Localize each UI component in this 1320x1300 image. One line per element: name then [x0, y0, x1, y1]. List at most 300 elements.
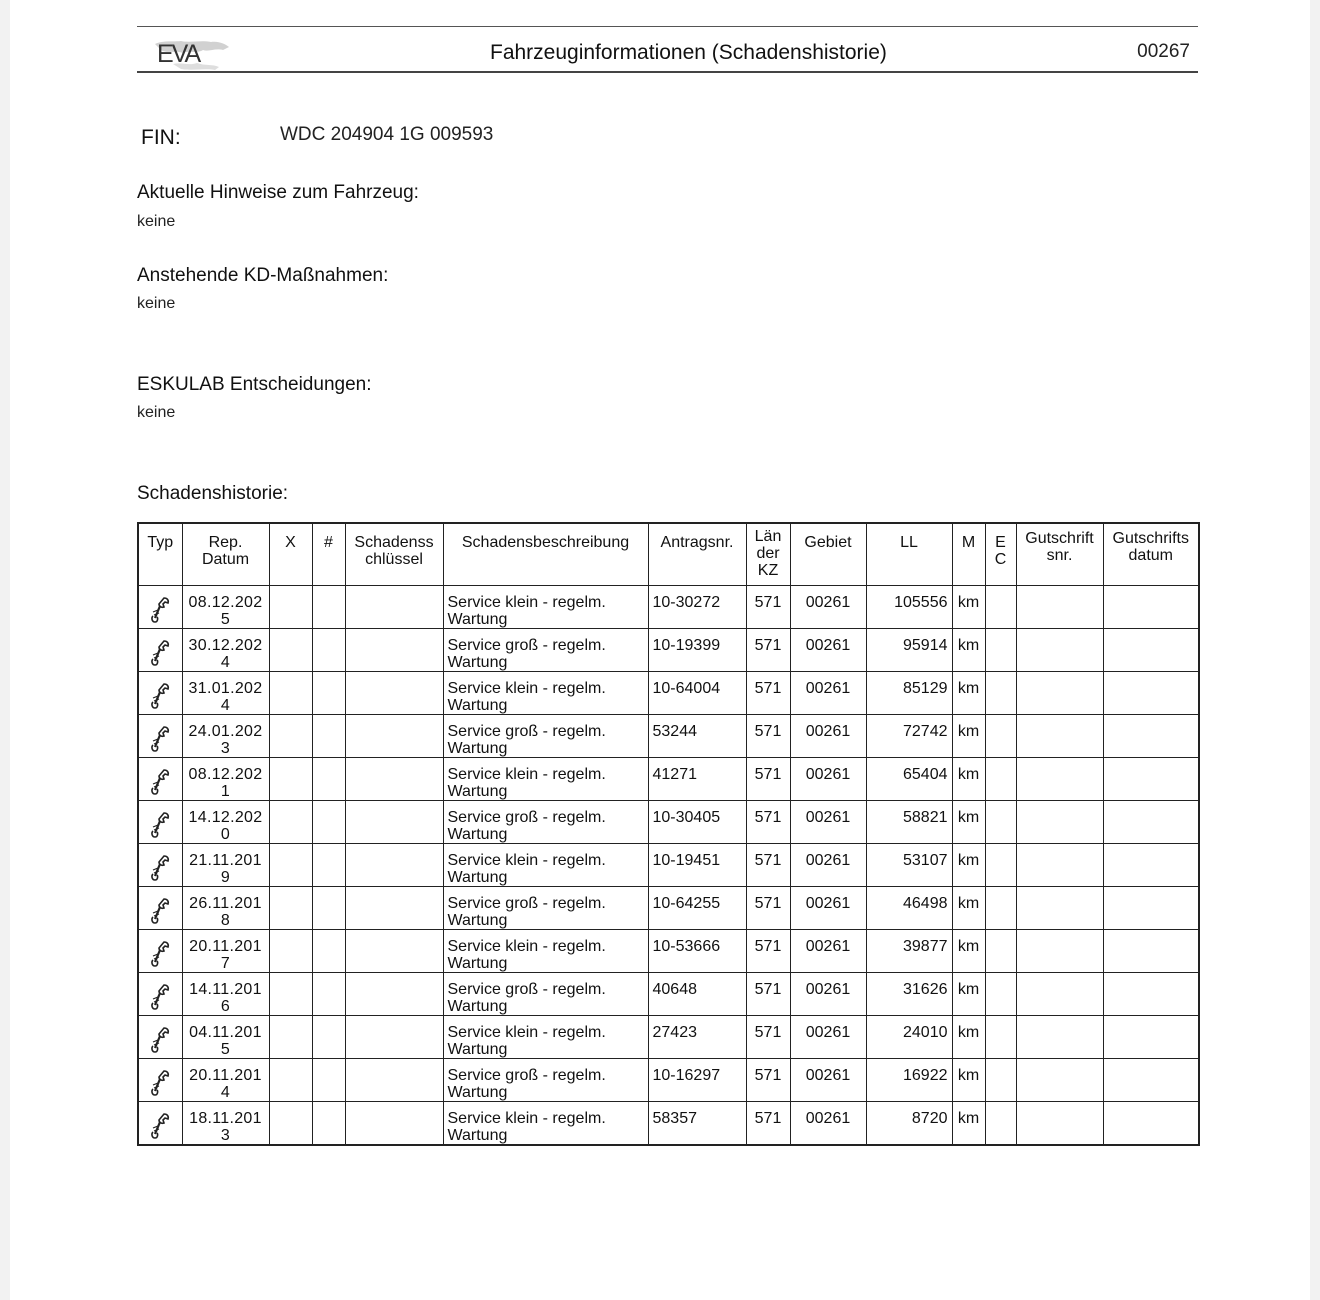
header-gebiet: Gebiet	[790, 523, 866, 585]
history-heading: Schadenshistorie:	[137, 483, 289, 504]
ll-cell: 16922	[866, 1058, 952, 1101]
unit-cell: km	[952, 1101, 985, 1145]
ll-cell: 72742	[866, 714, 952, 757]
gebiet-cell: 00261	[790, 843, 866, 886]
gutschrift-snr-cell	[1016, 757, 1103, 800]
fin-label: FIN:	[141, 126, 181, 149]
x-cell	[269, 800, 312, 843]
description-cell	[443, 757, 648, 800]
rep-date-part2: 5	[220, 1040, 231, 1058]
hash-cell	[312, 800, 345, 843]
table-row	[138, 843, 1199, 886]
description-cell	[443, 843, 648, 886]
table-body	[138, 585, 1199, 1145]
type-cell	[138, 671, 182, 714]
wrench-icon	[149, 940, 171, 968]
header-rep-line1: Rep.	[208, 534, 243, 551]
schadensschluessel-cell	[345, 800, 443, 843]
ec-cell	[985, 628, 1016, 671]
ll-cell: 39877	[866, 929, 952, 972]
header-gsnr-line2: snr.	[1046, 547, 1073, 564]
description-cell	[443, 628, 648, 671]
header-ec-line2: C	[994, 551, 1007, 568]
rep-date-part2: 8	[220, 911, 231, 929]
header-typ: Typ	[138, 523, 182, 585]
unit-cell: km	[952, 585, 985, 628]
rep-date-part2: 5	[220, 610, 231, 628]
table-row	[138, 671, 1199, 714]
table-row	[138, 929, 1199, 972]
antragsnr-cell: 10-16297	[648, 1058, 746, 1101]
table-header-row	[138, 523, 1199, 585]
ll-cell: 46498	[866, 886, 952, 929]
rep-date-cell	[182, 843, 269, 886]
gutschrift-snr-cell	[1016, 800, 1103, 843]
header-gdat-line2: datum	[1128, 547, 1173, 564]
wrench-icon	[149, 1112, 171, 1140]
schadensschluessel-cell	[345, 671, 443, 714]
hash-cell	[312, 585, 345, 628]
rep-date-cell	[182, 1101, 269, 1145]
antragsnr-cell: 10-19399	[648, 628, 746, 671]
laender-kz-cell: 571	[746, 1101, 790, 1145]
wrench-icon	[149, 682, 171, 710]
type-cell	[138, 628, 182, 671]
schadensschluessel-cell	[345, 843, 443, 886]
ec-cell	[985, 1101, 1016, 1145]
gebiet-cell: 00261	[790, 671, 866, 714]
rep-date-cell	[182, 886, 269, 929]
x-cell	[269, 843, 312, 886]
rep-date-cell	[182, 1058, 269, 1101]
gebiet-cell: 00261	[790, 628, 866, 671]
header-key-line2: chlüssel	[365, 551, 423, 568]
rep-date-part1: 08.12.202	[188, 593, 263, 611]
schadensschluessel-cell	[345, 1101, 443, 1145]
description-cell	[443, 800, 648, 843]
rep-date-part1: 24.01.202	[188, 722, 263, 740]
rep-date-cell	[182, 671, 269, 714]
gebiet-cell: 00261	[790, 585, 866, 628]
ec-cell	[985, 886, 1016, 929]
description-line2: Wartung	[447, 610, 508, 628]
description-cell	[443, 1101, 648, 1145]
gebiet-cell: 00261	[790, 800, 866, 843]
type-cell	[138, 972, 182, 1015]
eskulab-value: keine	[137, 404, 176, 421]
gutschrift-snr-cell	[1016, 585, 1103, 628]
gutschrift-datum-cell	[1103, 714, 1199, 757]
antragsnr-cell: 10-30405	[648, 800, 746, 843]
gebiet-cell: 00261	[790, 1101, 866, 1145]
rep-date-cell	[182, 628, 269, 671]
antragsnr-cell: 10-53666	[648, 929, 746, 972]
unit-cell: km	[952, 757, 985, 800]
x-cell	[269, 929, 312, 972]
rep-date-part1: 30.12.202	[188, 636, 263, 654]
gutschrift-datum-cell	[1103, 1058, 1199, 1101]
description-cell	[443, 1058, 648, 1101]
x-cell	[269, 886, 312, 929]
wrench-icon	[149, 768, 171, 796]
laender-kz-cell: 571	[746, 714, 790, 757]
header-schadensbeschreibung: Schadensbeschreibung	[443, 523, 648, 585]
rep-date-part2: 1	[220, 782, 231, 800]
description-line1: Service groß - regelm.	[447, 722, 606, 740]
header-ll: LL	[866, 523, 952, 585]
antragsnr-cell: 10-64255	[648, 886, 746, 929]
ec-cell	[985, 671, 1016, 714]
x-cell	[269, 1101, 312, 1145]
damage-history-table	[137, 522, 1200, 1146]
gutschrift-snr-cell	[1016, 671, 1103, 714]
ec-cell	[985, 757, 1016, 800]
header-gutschrift-snr	[1016, 523, 1103, 585]
x-cell	[269, 972, 312, 1015]
description-cell	[443, 714, 648, 757]
unit-cell: km	[952, 671, 985, 714]
table-row	[138, 972, 1199, 1015]
description-line1: Service klein - regelm.	[447, 593, 606, 611]
description-cell	[443, 886, 648, 929]
ec-cell	[985, 585, 1016, 628]
gutschrift-datum-cell	[1103, 628, 1199, 671]
wrench-icon	[149, 639, 171, 667]
laender-kz-cell: 571	[746, 886, 790, 929]
eskulab-heading: ESKULAB Entscheidungen:	[137, 374, 372, 395]
gutschrift-datum-cell	[1103, 843, 1199, 886]
description-line2: Wartung	[447, 739, 508, 757]
type-cell	[138, 1058, 182, 1101]
type-cell	[138, 843, 182, 886]
description-line2: Wartung	[447, 696, 508, 714]
description-cell	[443, 929, 648, 972]
laender-kz-cell: 571	[746, 843, 790, 886]
header-top-rule	[137, 26, 1198, 27]
description-cell	[443, 972, 648, 1015]
ec-cell	[985, 843, 1016, 886]
schadensschluessel-cell	[345, 886, 443, 929]
hash-cell	[312, 886, 345, 929]
ec-cell	[985, 1015, 1016, 1058]
laender-kz-cell: 571	[746, 585, 790, 628]
hash-cell	[312, 757, 345, 800]
type-cell	[138, 1015, 182, 1058]
header-land-line3: KZ	[757, 562, 779, 579]
description-line1: Service groß - regelm.	[447, 636, 606, 654]
header-key-line1: Schadenss	[354, 534, 434, 551]
type-cell	[138, 585, 182, 628]
x-cell	[269, 671, 312, 714]
wrench-icon	[149, 854, 171, 882]
laender-kz-cell: 571	[746, 929, 790, 972]
rep-date-cell	[182, 585, 269, 628]
description-line1: Service klein - regelm.	[447, 937, 606, 955]
schadensschluessel-cell	[345, 628, 443, 671]
type-cell	[138, 800, 182, 843]
rep-date-cell	[182, 714, 269, 757]
header-gdat-line1: Gutschrifts	[1112, 530, 1189, 547]
hash-cell	[312, 1058, 345, 1101]
rep-date-part2: 4	[220, 653, 231, 671]
gutschrift-snr-cell	[1016, 972, 1103, 1015]
header-ec	[985, 523, 1016, 585]
gutschrift-snr-cell	[1016, 1101, 1103, 1145]
hash-cell	[312, 1015, 345, 1058]
header-antragsnr: Antragsnr.	[648, 523, 746, 585]
ec-cell	[985, 1058, 1016, 1101]
description-line2: Wartung	[447, 1126, 508, 1144]
header-laender-kz	[746, 523, 790, 585]
description-cell	[443, 585, 648, 628]
gutschrift-datum-cell	[1103, 671, 1199, 714]
x-cell	[269, 714, 312, 757]
page-title: Fahrzeuginformationen (Schadenshistorie)	[490, 41, 887, 64]
antragsnr-cell: 10-64004	[648, 671, 746, 714]
type-cell	[138, 929, 182, 972]
rep-date-part2: 4	[220, 1083, 231, 1101]
laender-kz-cell: 571	[746, 1058, 790, 1101]
schadensschluessel-cell	[345, 585, 443, 628]
gutschrift-datum-cell	[1103, 585, 1199, 628]
laender-kz-cell: 571	[746, 972, 790, 1015]
antragsnr-cell: 58357	[648, 1101, 746, 1145]
ll-cell: 53107	[866, 843, 952, 886]
rep-date-cell	[182, 800, 269, 843]
description-line1: Service groß - regelm.	[447, 808, 606, 826]
gutschrift-snr-cell	[1016, 714, 1103, 757]
gebiet-cell: 00261	[790, 714, 866, 757]
schadensschluessel-cell	[345, 1058, 443, 1101]
header-hash: #	[312, 523, 345, 585]
table-row	[138, 585, 1199, 628]
rep-date-cell	[182, 972, 269, 1015]
laender-kz-cell: 571	[746, 757, 790, 800]
description-line2: Wartung	[447, 868, 508, 886]
antragsnr-cell: 10-30272	[648, 585, 746, 628]
kd-value: keine	[137, 295, 176, 312]
document-number: 00267	[1137, 41, 1190, 62]
description-line2: Wartung	[447, 954, 508, 972]
gutschrift-snr-cell	[1016, 1015, 1103, 1058]
gebiet-cell: 00261	[790, 972, 866, 1015]
unit-cell: km	[952, 843, 985, 886]
description-cell	[443, 671, 648, 714]
x-cell	[269, 585, 312, 628]
ec-cell	[985, 972, 1016, 1015]
unit-cell: km	[952, 714, 985, 757]
ll-cell: 95914	[866, 628, 952, 671]
ll-cell: 105556	[866, 585, 952, 628]
wrench-icon	[149, 725, 171, 753]
gutschrift-snr-cell	[1016, 929, 1103, 972]
hash-cell	[312, 972, 345, 1015]
description-line2: Wartung	[447, 1083, 508, 1101]
hash-cell	[312, 714, 345, 757]
type-cell	[138, 714, 182, 757]
description-cell	[443, 1015, 648, 1058]
header-gutschrift-datum	[1103, 523, 1199, 585]
gutschrift-datum-cell	[1103, 757, 1199, 800]
header-schadensschluessel	[345, 523, 443, 585]
description-line1: Service klein - regelm.	[447, 679, 606, 697]
hash-cell	[312, 628, 345, 671]
ll-cell: 31626	[866, 972, 952, 1015]
description-line2: Wartung	[447, 782, 508, 800]
description-line2: Wartung	[447, 653, 508, 671]
table-row	[138, 757, 1199, 800]
schadensschluessel-cell	[345, 929, 443, 972]
antragsnr-cell: 10-19451	[648, 843, 746, 886]
wrench-icon	[149, 596, 171, 624]
ll-cell: 58821	[866, 800, 952, 843]
rep-date-part2: 9	[220, 868, 231, 886]
kd-heading: Anstehende KD-Maßnahmen:	[137, 265, 389, 286]
antragsnr-cell: 41271	[648, 757, 746, 800]
gutschrift-datum-cell	[1103, 886, 1199, 929]
rep-date-part1: 18.11.201	[189, 1109, 262, 1127]
gutschrift-datum-cell	[1103, 929, 1199, 972]
rep-date-part1: 08.12.202	[188, 765, 263, 783]
table-row	[138, 886, 1199, 929]
header-bottom-rule	[137, 71, 1198, 73]
gutschrift-datum-cell	[1103, 972, 1199, 1015]
x-cell	[269, 1058, 312, 1101]
gebiet-cell: 00261	[790, 886, 866, 929]
description-line2: Wartung	[447, 1040, 508, 1058]
header-ec-line1: E	[995, 534, 1006, 551]
ec-cell	[985, 714, 1016, 757]
unit-cell: km	[952, 1058, 985, 1101]
hash-cell	[312, 1101, 345, 1145]
header-land-line2: der	[756, 545, 780, 562]
gutschrift-snr-cell	[1016, 1058, 1103, 1101]
unit-cell: km	[952, 886, 985, 929]
x-cell	[269, 628, 312, 671]
schadensschluessel-cell	[345, 757, 443, 800]
description-line2: Wartung	[447, 997, 508, 1015]
rep-date-part1: 04.11.201	[189, 1023, 262, 1041]
antragsnr-cell: 53244	[648, 714, 746, 757]
ll-cell: 65404	[866, 757, 952, 800]
rep-date-part2: 0	[220, 825, 231, 843]
rep-date-cell	[182, 757, 269, 800]
document-header	[137, 20, 1198, 76]
ll-cell: 24010	[866, 1015, 952, 1058]
wrench-icon	[149, 811, 171, 839]
gutschrift-datum-cell	[1103, 1101, 1199, 1145]
rep-date-part1: 26.11.201	[189, 894, 262, 912]
header-m: M	[952, 523, 985, 585]
header-gsnr-line1: Gutschrift	[1025, 530, 1094, 547]
table-row	[138, 1058, 1199, 1101]
hash-cell	[312, 671, 345, 714]
hinweise-value: keine	[137, 213, 176, 230]
unit-cell: km	[952, 628, 985, 671]
wrench-icon	[149, 1026, 171, 1054]
ec-cell	[985, 929, 1016, 972]
description-line1: Service klein - regelm.	[447, 851, 606, 869]
description-line1: Service groß - regelm.	[447, 1066, 606, 1084]
rep-date-part1: 20.11.201	[189, 937, 262, 955]
gebiet-cell: 00261	[790, 1015, 866, 1058]
rep-date-part2: 3	[220, 1126, 231, 1144]
description-line2: Wartung	[447, 825, 508, 843]
laender-kz-cell: 571	[746, 628, 790, 671]
rep-date-part1: 14.11.201	[189, 980, 262, 998]
unit-cell: km	[952, 1015, 985, 1058]
rep-date-cell	[182, 929, 269, 972]
x-cell	[269, 1015, 312, 1058]
header-rep-datum	[182, 523, 269, 585]
rep-date-cell	[182, 1015, 269, 1058]
ec-cell	[985, 800, 1016, 843]
gebiet-cell: 00261	[790, 929, 866, 972]
gebiet-cell: 00261	[790, 757, 866, 800]
gutschrift-datum-cell	[1103, 1015, 1199, 1058]
gutschrift-snr-cell	[1016, 843, 1103, 886]
rep-date-part2: 3	[220, 739, 231, 757]
type-cell	[138, 886, 182, 929]
ll-cell: 85129	[866, 671, 952, 714]
gutschrift-datum-cell	[1103, 800, 1199, 843]
x-cell	[269, 757, 312, 800]
laender-kz-cell: 571	[746, 671, 790, 714]
type-cell	[138, 757, 182, 800]
logo-text: EVA	[157, 40, 200, 68]
description-line2: Wartung	[447, 911, 508, 929]
header-land-line1: Län	[754, 528, 782, 545]
gutschrift-snr-cell	[1016, 886, 1103, 929]
wrench-icon	[149, 897, 171, 925]
fin-value: WDC 204904 1G 009593	[280, 124, 494, 145]
hash-cell	[312, 929, 345, 972]
laender-kz-cell: 571	[746, 800, 790, 843]
unit-cell: km	[952, 800, 985, 843]
header-x: X	[269, 523, 312, 585]
schadensschluessel-cell	[345, 972, 443, 1015]
schadensschluessel-cell	[345, 1015, 443, 1058]
rep-date-part2: 6	[220, 997, 231, 1015]
laender-kz-cell: 571	[746, 1015, 790, 1058]
unit-cell: km	[952, 929, 985, 972]
description-line1: Service klein - regelm.	[447, 1023, 606, 1041]
type-cell	[138, 1101, 182, 1145]
rep-date-part1: 21.11.201	[189, 851, 262, 869]
antragsnr-cell: 27423	[648, 1015, 746, 1058]
description-line1: Service klein - regelm.	[447, 765, 606, 783]
rep-date-part2: 4	[220, 696, 231, 714]
description-line1: Service klein - regelm.	[447, 1109, 606, 1127]
table-row	[138, 1101, 1199, 1145]
ll-cell: 8720	[866, 1101, 952, 1145]
rep-date-part1: 14.12.202	[188, 808, 263, 826]
rep-date-part1: 20.11.201	[189, 1066, 262, 1084]
rep-date-part1: 31.01.202	[188, 679, 263, 697]
antragsnr-cell: 40648	[648, 972, 746, 1015]
description-line1: Service groß - regelm.	[447, 980, 606, 998]
header-rep-line2: Datum	[201, 551, 250, 568]
hinweise-heading: Aktuelle Hinweise zum Fahrzeug:	[137, 182, 419, 203]
wrench-icon	[149, 983, 171, 1011]
table-row	[138, 628, 1199, 671]
schadensschluessel-cell	[345, 714, 443, 757]
rep-date-part2: 7	[220, 954, 231, 972]
wrench-icon	[149, 1069, 171, 1097]
table-row	[138, 1015, 1199, 1058]
gebiet-cell: 00261	[790, 1058, 866, 1101]
description-line1: Service groß - regelm.	[447, 894, 606, 912]
